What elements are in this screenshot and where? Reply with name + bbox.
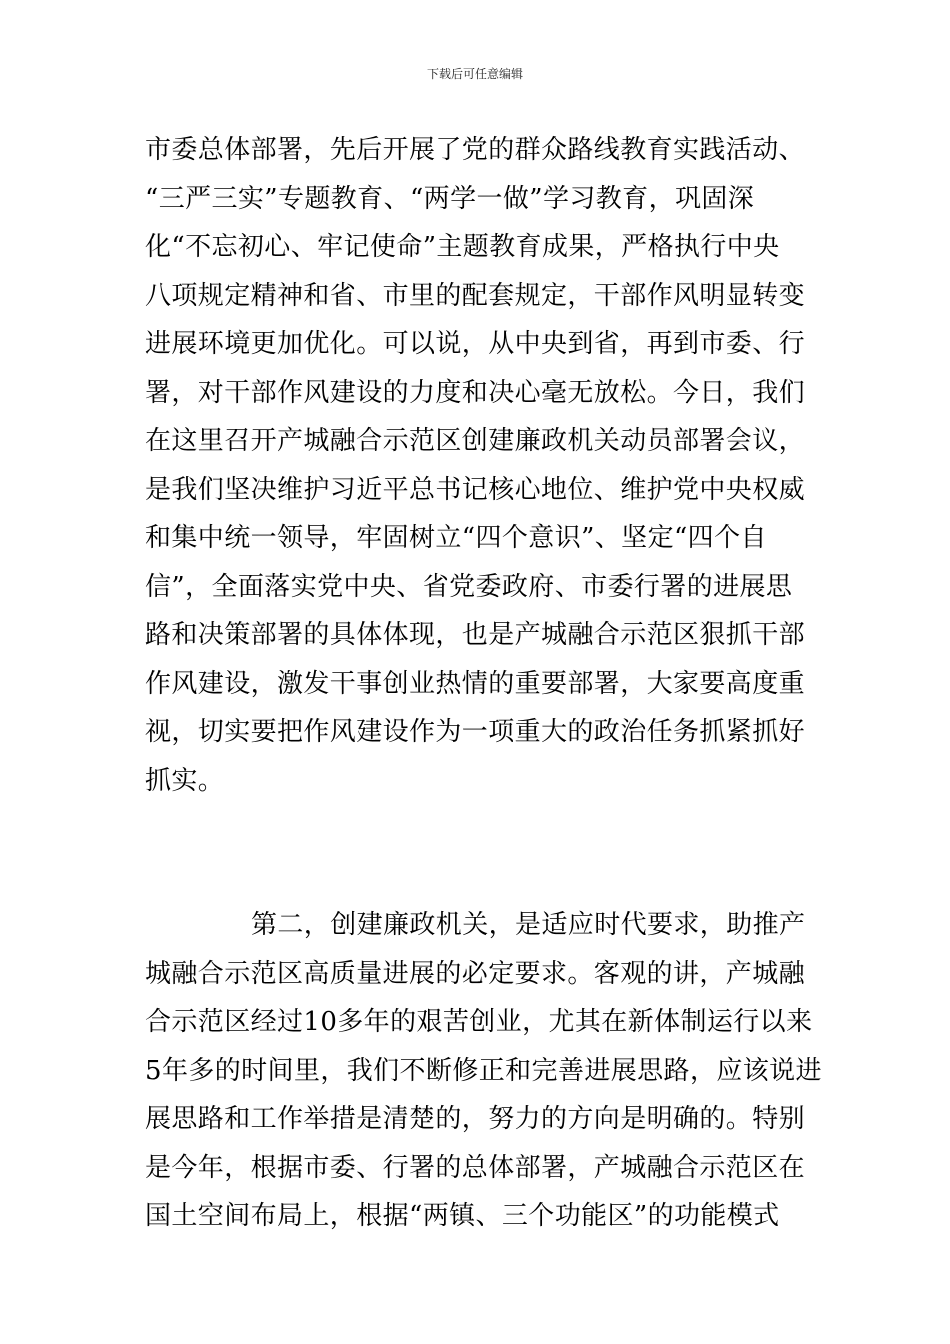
paragraph-line: 展思路和工作举措是清楚的，努力的方向是明确的。特别: [145, 1104, 806, 1134]
document-body: [145, 126, 822, 1241]
paragraph-line: 国土空间布局上，根据“两镇、三个功能区”的功能模式: [145, 1201, 780, 1231]
paragraph-line: 和集中统一领导，牢固树立“四个意识”、坚定“四个自: [145, 523, 767, 553]
paragraph-line: 市委总体部署，先后开展了党的群众路线教育实践活动、: [145, 135, 806, 165]
paragraph-line: 是我们坚决维护习近平总书记核心地位、维护党中央权威: [145, 474, 806, 505]
paragraph-line: 5年多的时间里，我们不断修正和完善进展思路，应该说进: [145, 1055, 822, 1086]
paragraph-line: 作风建设，激发干事创业热情的重要部署，大家要高度重: [145, 668, 806, 699]
download-edit-note: 下载后可任意编辑: [426, 67, 523, 81]
paragraph-line: 合示范区经过10多年的艰苦创业，尤其在新体制运行以来: [145, 1007, 813, 1037]
paragraph-line: 抓实。: [145, 765, 225, 796]
paragraph-line: 路和决策部署的具体体现，也是产城融合示范区狠抓干部: [145, 620, 806, 650]
paragraph-line: 是今年，根据市委、行署的总体部署，产城融合示范区在: [145, 1152, 806, 1183]
paragraph-gap: [145, 805, 810, 901]
paragraph-line: 署，对干部作风建设的力度和决心毫无放松。今日，我们: [145, 377, 806, 408]
paragraph-2: [145, 901, 822, 1241]
paragraph-line: 城融合示范区高质量进展的必定要求。客观的讲，产城融: [145, 958, 806, 989]
paragraph-line: 化“不忘初心、牢记使命”主题教育成果，严格执行中央: [145, 232, 780, 262]
paragraph-line: 第二，创建廉政机关，是适应时代要求，助推产: [251, 910, 806, 940]
paragraph-line: 信”，全面落实党中央、省党委政府、市委行署的进展思: [145, 571, 793, 602]
paragraph-line: 在这里召开产城融合示范区创建廉政机关动员部署会议，: [145, 426, 806, 456]
paragraph-line: 视，切实要把作风建设作为一项重大的政治任务抓紧抓好: [145, 717, 806, 747]
paragraph-line: 进展环境更加优化。可以说，从中央到省，再到市委、行: [145, 329, 806, 359]
paragraph-line: “三严三实”专题教育、“两学一做”学习教育，巩固深: [145, 183, 755, 214]
paragraph-line: 八项规定精神和省、市里的配套规定，干部作风明显转变: [145, 280, 806, 311]
paragraph-1: [145, 126, 810, 805]
